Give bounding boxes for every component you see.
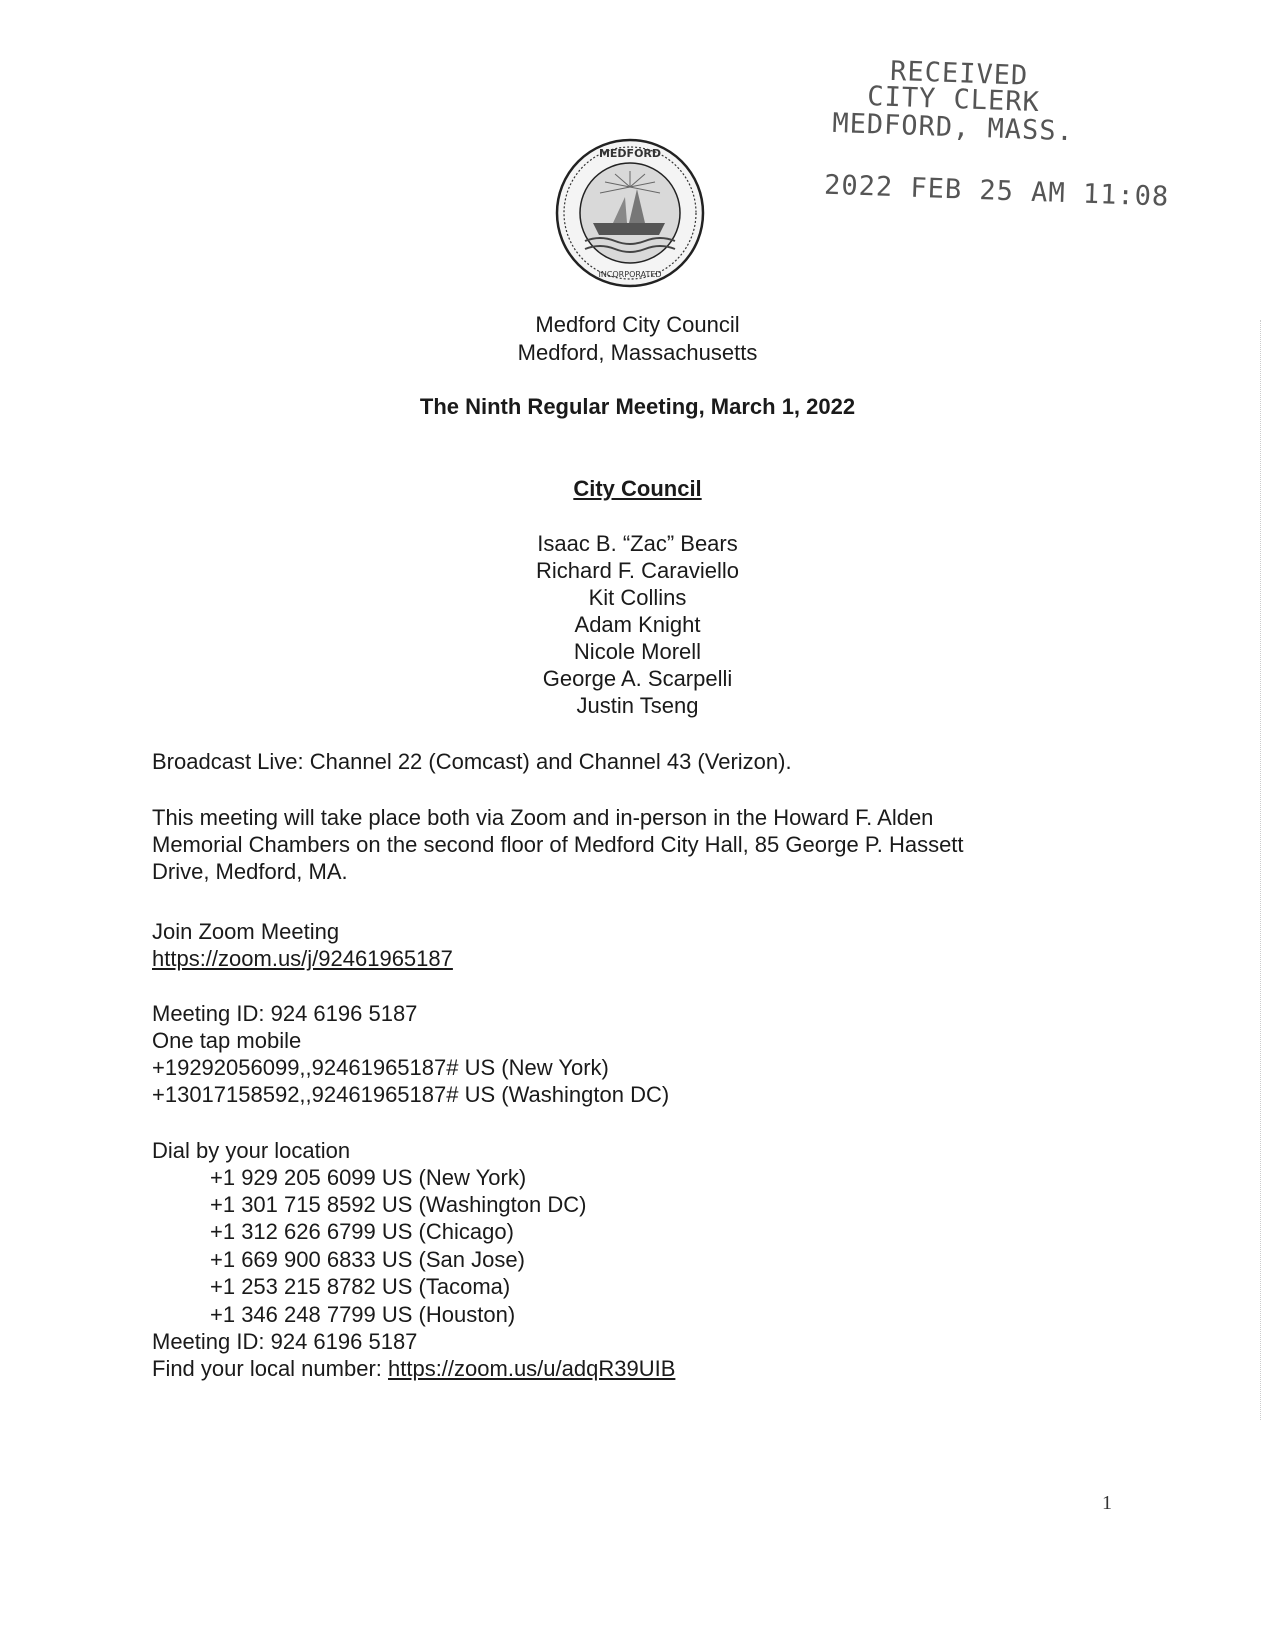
dial-by-location-label: Dial by your location: [152, 1138, 351, 1163]
council-member: Adam Knight: [574, 612, 701, 637]
stamp-line-medford: MEDFORD, MASS.: [831, 107, 1075, 148]
venue-line: This meeting will take place both via Zoom and in-person in the Howard F. Alden: [152, 805, 934, 830]
one-tap-label: One tap mobile: [152, 1028, 302, 1053]
one-tap-number: +13017158592,,92461965187# US (Washington DC): [152, 1082, 670, 1107]
dial-number: +1 301 715 8592 US (Washington DC): [210, 1192, 587, 1217]
council-member: Nicole Morell: [573, 639, 702, 664]
svg-text:MEDFORD: MEDFORD: [598, 147, 662, 160]
venue-line: Drive, Medford, MA.: [152, 859, 348, 884]
zoom-join-link[interactable]: https://zoom.us/j/92461965187: [152, 946, 453, 971]
dial-number: +1 929 205 6099 US (New York): [210, 1165, 527, 1190]
council-member: Justin Tseng: [576, 693, 699, 718]
svg-text:INCORPORATED: INCORPORATED: [598, 270, 662, 279]
one-tap-number: +19292056099,,92461965187# US (New York): [152, 1055, 609, 1080]
council-member: Isaac B. “Zac” Bears: [537, 531, 738, 556]
scan-edge-marks: [1260, 320, 1263, 1420]
local-number-label: Find your local number:: [152, 1356, 388, 1381]
stamp-line-city-clerk: CITY CLERK: [866, 81, 1041, 119]
city-seal-icon: [555, 137, 705, 289]
council-member: Kit Collins: [588, 585, 687, 610]
council-name: Medford City Council: [535, 312, 740, 337]
stamp-line-date: 2022 FEB 25 AM 11:08: [823, 169, 1170, 213]
dial-number: +1 253 215 8782 US (Tacoma): [210, 1274, 511, 1299]
meeting-id-repeat: Meeting ID: 924 6196 5187: [152, 1329, 418, 1354]
dial-number: +1 312 626 6799 US (Chicago): [210, 1219, 514, 1244]
join-zoom-label: Join Zoom Meeting: [152, 919, 340, 944]
broadcast-info: Broadcast Live: Channel 22 (Comcast) and Channel 43 (Verizon).: [152, 749, 792, 774]
council-member: George A. Scarpelli: [542, 666, 733, 691]
meeting-id: Meeting ID: 924 6196 5187: [152, 1001, 418, 1026]
received-stamp: [823, 52, 1170, 221]
meeting-title: The Ninth Regular Meeting, March 1, 2022: [419, 394, 856, 419]
council-member: Richard F. Caraviello: [536, 558, 739, 583]
dial-number: +1 346 248 7799 US (Houston): [210, 1302, 516, 1327]
venue-line: Memorial Chambers on the second floor of Medford City Hall, 85 George P. Hassett: [152, 832, 964, 857]
council-location: Medford, Massachusetts: [517, 340, 758, 365]
council-heading: City Council: [573, 476, 702, 501]
page-number: 1: [1102, 1492, 1112, 1514]
dial-number: +1 669 900 6833 US (San Jose): [210, 1247, 525, 1272]
local-number-line: [152, 1355, 675, 1383]
stamp-line-received: RECEIVED: [889, 55, 1029, 92]
local-number-link[interactable]: https://zoom.us/u/adqR39UIB: [388, 1356, 676, 1381]
